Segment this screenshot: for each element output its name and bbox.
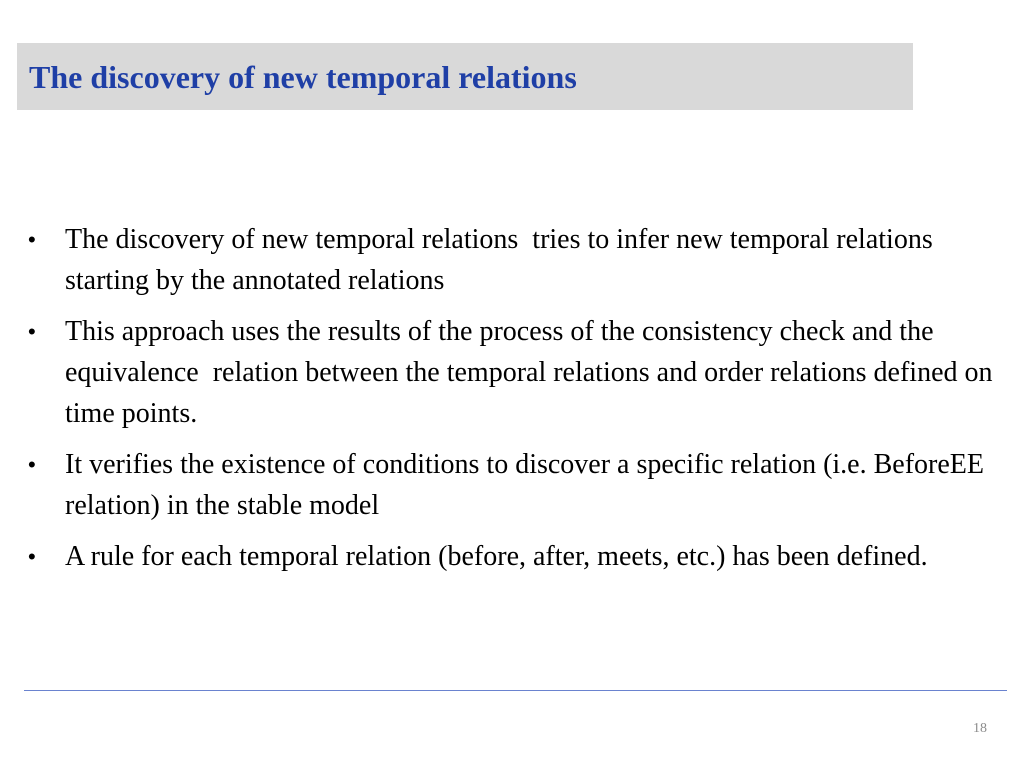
bullet-list: [28, 219, 1008, 587]
bullet-text: The discovery of new temporal relations tries to infer new temporal relations starting by the annotated relations: [65, 224, 940, 296]
bullet-item: [28, 536, 1008, 577]
bullet-item: [28, 444, 1008, 526]
title-bar: [17, 43, 913, 110]
slide-title: The discovery of new temporal relations: [29, 59, 577, 95]
bullet-icon: •: [28, 544, 36, 569]
bullet-icon: •: [28, 227, 36, 252]
bullet-text: A rule for each temporal relation (before, after, meets, etc.) has been defined.: [65, 541, 928, 572]
page-number: 18: [973, 721, 987, 736]
bullet-icon: •: [28, 319, 36, 344]
bullet-text: It verifies the existence of conditions to discover a specific relation (i.e. BeforeEE relation) in the stable model: [65, 449, 991, 521]
footer-divider: [24, 690, 1007, 691]
bullet-item: [28, 311, 1008, 434]
bullet-icon: •: [28, 452, 36, 477]
bullet-item: [28, 219, 1008, 301]
bullet-text: This approach uses the results of the process of the consistency check and the equivalence relation between the temporal relations and order relations defined on time points.: [65, 316, 1000, 429]
